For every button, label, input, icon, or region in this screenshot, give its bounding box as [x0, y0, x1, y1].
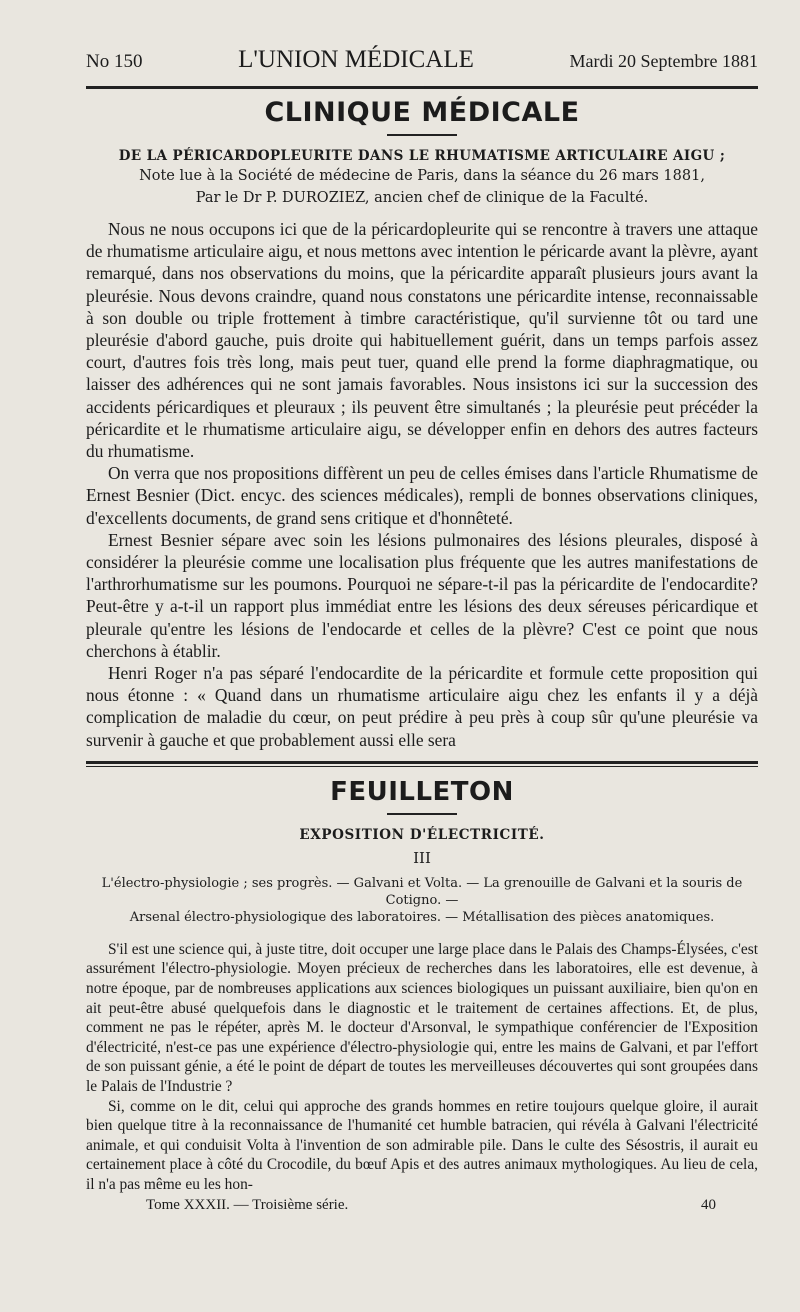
feuilleton-paragraph: Si, comme on le dit, celui qui approche des grands hommes en retire toujours quelque gloire, il aurait bien quelque titre à la reconnaissance de l'humanité cet humble batracien, qui révéla à Galvani l'électricité animale, et qui conduisit Volta à l'invention de son admirable pile. Dans le culte des Sésostris, il aurait eu certainement place à côté du Crocodile, du bœuf Apis et des autres animaux mythologiques. Au lieu de cela, il n'a pas même eu les hon- [86, 1097, 758, 1193]
feuilleton-part: III [413, 848, 431, 867]
tome-label: Tome XXXII. — Troisième série. [146, 1196, 349, 1213]
article-paragraph: On verra que nos propositions diffèrent un peu de celles émises dans l'article Rhumatisme de Ernest Besnier (Dict. encyc. des sciences médicales), rempli de bonnes observations cliniques, d'excellents documents, de grand sens critique et d'honnêteté. [86, 463, 758, 528]
feuilleton-divider [86, 761, 758, 767]
issue-number: No 150 [86, 51, 143, 72]
page-footer [86, 1197, 758, 1214]
header-rule [86, 86, 758, 89]
section-title: CLINIQUE MÉDICALE [264, 97, 580, 128]
feuilleton-paragraph: S'il est une science qui, à juste titre, doit occuper une large place dans le Palais des Champs-Élysées, c'est assurément l'électro-physiologie. Moyen précieux de recherches dans les laboratoires, elle est devenue, à notre époque, par de nombreuses applications aux sciences biologiques un puissant auxiliaire, bien qu'on en ait peut-être abusé quelquefois dans le diagnostic et le traitement de certaines affections. Et, de plus, comment ne pas le répéter, après M. le docteur d'Arsonval, le sympathique conférencier de l'Exposition d'électricité, n'est-ce pas une expérience d'électro-physiologie qui, entre les mains de Galvani, et par l'effort de son puissant génie, a été le point de départ de toutes les merveilleuses découvertes qui sont groupées dans le Palais de l'Industrie ? [86, 940, 758, 1096]
section-rule [387, 134, 457, 136]
article-author: Par le Dr P. DUROZIEZ, ancien chef de clinique de la Faculté. [195, 190, 649, 206]
publication-title: L'UNION MÉDICALE [238, 46, 474, 73]
article-title: DE LA PÉRICARDOPLEURITE DANS LE RHUMATISME ARTICULAIRE AIGU ; [118, 148, 726, 164]
article-paragraph: Ernest Besnier sépare avec soin les lésions pulmonaires des lésions pleurales, disposé à considérer la pleurésie comme une localisation plus fréquente que les autres manifestations de l'arthrorhumatisme sur les poumons. Pourquoi ne sépare-t-il pas la péricardite de l'endocardite? Peut-être y a-t-il un rapport plus immédiat entre les lésions des deux séreuses péricardique et pleurale qu'entre les lésions de l'endocarde et celles de la plèvre? C'est ce point que nous cherchons à établir. [86, 529, 758, 661]
summary-line: L'électro-physiologie ; ses progrès. — Galvani et Volta. — La grenouille de Galvani et la souris de Cotigno. — [101, 875, 743, 908]
article-note: Note lue à la Société de médecine de Paris, dans la séance du 26 mars 1881, [139, 168, 705, 184]
summary-line: Arsenal électro-physiologique des laboratoires. — Métallisation des pièces anatomiques. [129, 909, 715, 925]
feuilleton-body [86, 940, 758, 1195]
issue-date: Mardi 20 Septembre 1881 [569, 51, 758, 71]
feuilleton-summary [86, 875, 758, 926]
masthead [86, 46, 758, 80]
feuilleton-subtitle: EXPOSITION D'ÉLECTRICITÉ. [299, 826, 545, 843]
feuilleton-rule [387, 813, 457, 815]
article-paragraph: Nous ne nous occupons ici que de la péricardopleurite qui se rencontre à travers une attaque de rhumatisme articulaire aigu, et nous mettons avec intention le péricarde avant la plèvre, ayant remarqué, dans nos observations du moins, que la péricardite apparaît plusieurs jours avant la pleurésie. Nous devons craindre, quand nous constatons une péricardite intense, reconnaissable à son double ou triple frottement à timbre caractéristique, qu'il survienne tôt ou tard une pleurésie d'abord gauche, puis droite qui habituellement guérit, dans un temps parfois assez court, d'autres fois très long, mais peut tuer, quand elle prend la forme diaphragmatique, ou laisser des adhérences qui ne sont jamais favorables. Nous insistons ici sur la succession des accidents péricardiques et pleuraux ; ils peuvent être simultanés ; la pleurésie peut précéder la péricardite et le rhumatisme articulaire aigu, se développer enfin en dehors des autres facteurs du rhumatisme. [86, 219, 758, 462]
article-body [86, 218, 758, 751]
page-number: 40 [701, 1196, 716, 1213]
article-paragraph: Henri Roger n'a pas séparé l'endocardite de la péricardite et formule cette proposition qui nous étonne : « Quand dans un rhumatisme articulaire aigu chez les enfants il y a déjà complication de maladie du cœur, on peut prédire à peu près à coup sûr qu'une pleurésie va survenir à gauche et que probablement aussi elle sera [86, 663, 758, 750]
feuilleton-title: FEUILLETON [330, 776, 514, 807]
